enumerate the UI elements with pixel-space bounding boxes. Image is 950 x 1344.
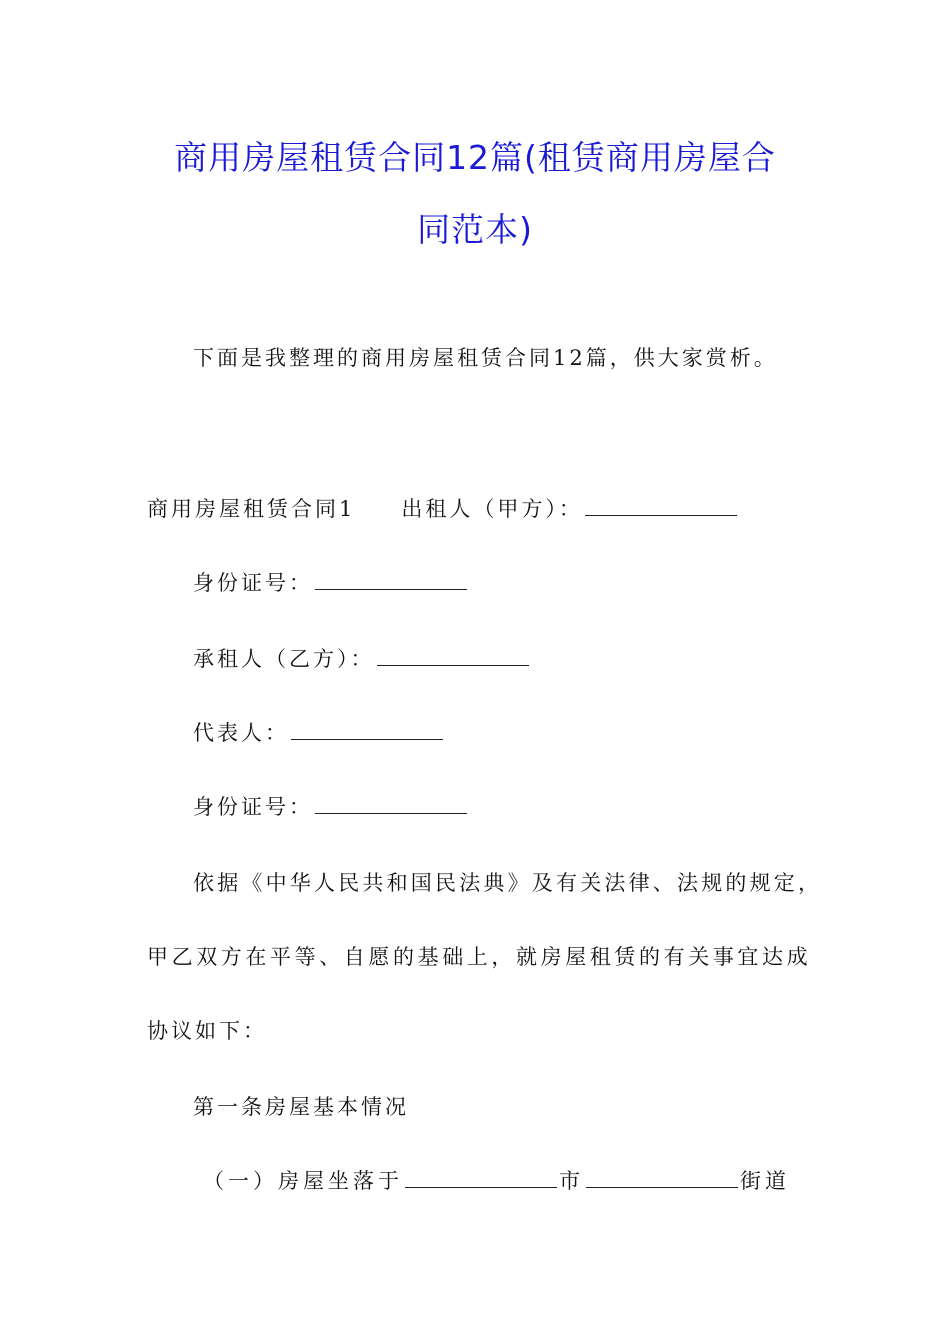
location-prefix: （一）房屋坐落于 <box>203 1169 403 1193</box>
id-number-label-2: 身份证号： <box>193 795 313 819</box>
basis-paragraph-line-1: 依据《中华人民共和国民法典》及有关法律、法规的规定， <box>193 871 823 895</box>
lessee-blank <box>377 645 529 666</box>
contract-heading: 商用房屋租赁合同1 <box>147 497 356 521</box>
street-label: 街道 <box>740 1169 790 1193</box>
lessor-label: 出租人（甲方）： <box>401 497 583 521</box>
representative-blank <box>291 719 443 740</box>
property-location-row <box>203 1166 790 1196</box>
basis-paragraph-line-2: 甲乙双方在平等、自愿的基础上，就房屋租赁的有关事宜达成 <box>147 945 812 969</box>
city-blank <box>405 1167 557 1188</box>
id-number-row-2 <box>193 792 469 822</box>
document-title-line-1: 商用房屋租赁合同12篇(租赁商用房屋合 <box>174 138 776 177</box>
id-number-blank <box>315 569 467 590</box>
lessor-blank <box>585 495 737 516</box>
city-label: 市 <box>559 1169 584 1193</box>
id-number-blank-2 <box>315 793 467 814</box>
document-title-line-2: 同范本) <box>417 210 533 249</box>
street-blank <box>586 1167 738 1188</box>
representative-row <box>193 718 445 748</box>
id-number-label: 身份证号： <box>193 571 313 595</box>
intro-text: 下面是我整理的商用房屋租赁合同12篇，供大家赏析。 <box>193 346 778 370</box>
lessee-row <box>193 644 531 674</box>
lessee-label: 承租人（乙方）： <box>193 647 375 671</box>
basis-paragraph-line-3: 协议如下： <box>147 1019 267 1043</box>
representative-label: 代表人： <box>193 721 289 745</box>
contract-heading-row <box>147 494 739 524</box>
id-number-row-1 <box>193 568 469 598</box>
article-1-heading: 第一条房屋基本情况 <box>193 1095 409 1119</box>
